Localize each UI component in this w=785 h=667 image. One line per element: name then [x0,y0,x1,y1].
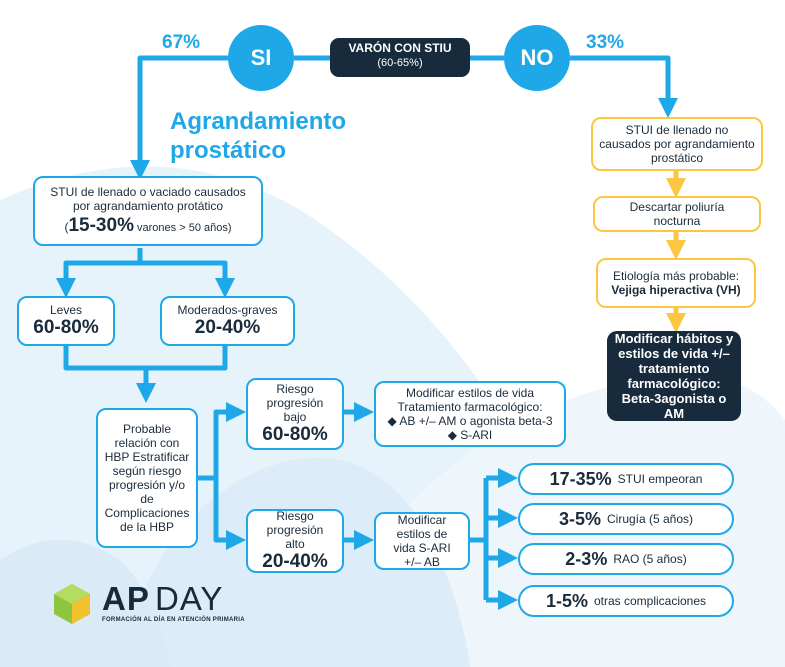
outcome-text: otras complicaciones [593,594,707,608]
leves-label: Leves [49,303,83,317]
oab-treatment-text: Modificar hábitos y estilos de vida +/– tratamiento farmacológico: Beta-3agonista o AM [614,331,734,421]
outcome-text: STUI empeoran [617,472,703,486]
moderados-percentage: 20-40% [194,317,261,338]
high-treatment-box [374,512,470,570]
outcome-text: RAO (5 años) [613,552,687,566]
apday-logo [50,582,250,627]
outcome-percentage: 1-5% [545,590,588,611]
outcome-pill [518,543,734,575]
cause-population: varones > 50 años) [133,222,232,234]
moderados-box [160,296,295,346]
outcome-pill [518,503,734,535]
center-subtitle: (60-65%) [377,57,423,69]
not-prostatic-text: STUI de llenado no causados por agrandamiento prostático [599,123,755,165]
low-treatment-line1: Modificar estilos de vida [405,386,535,400]
high-risk-box [246,509,344,573]
hbp-text: Probable relación con HBP Estratificar según riesgo progresión y/o de Complicaciones de la HBP [104,422,190,534]
center-title-pill [330,38,470,77]
etiology-text [606,269,746,297]
outcome-percentage: 2-3% [565,548,608,569]
cause-box [33,176,263,246]
rule-out-box [593,196,761,232]
low-risk-box [246,378,344,450]
low-treatment-line4: ◆ S-ARI [447,428,493,442]
outcome-pill [518,585,734,617]
high-risk-percentage: 20-40% [262,551,328,572]
hexagon-logo-icon [50,582,94,626]
section-title-line2: prostático [170,137,287,164]
section-title [170,107,346,165]
cause-line2: por agrandamiento protático [72,199,224,213]
etiology-bold: Vejiga hiperactiva (VH) [611,283,741,297]
low-treatment-line2: Tratamiento farmacológico: [397,400,543,414]
center-title: VARÓN CON STIU [348,41,452,55]
not-prostatic-box [591,117,763,171]
logo-day: DAY [155,580,224,617]
etiology-plain: Etiología más probable: [612,269,740,283]
moderados-label: Moderados-graves [177,303,278,317]
cause-stat [64,215,231,237]
rule-out-text: Descartar poliuría nocturna [629,200,725,228]
high-risk-label: Riesgo progresión alto [266,509,324,551]
logo-ap: AP [102,580,150,617]
leves-box [17,296,115,346]
high-treatment-text: Modificar estilos de vida S-ARI +/– AB [393,513,451,569]
hbp-box [96,408,198,548]
low-risk-label: Riesgo progresión bajo [266,382,324,424]
outcome-pill [518,463,734,495]
logo-tagline: FORMACIÓN AL DÍA EN ATENCIÓN PRIMARIA [102,617,245,623]
no-circle: NO [504,25,570,91]
leves-percentage: 60-80% [33,317,99,338]
no-percentage: 33% [586,32,625,53]
low-risk-percentage: 60-80% [262,424,328,445]
outcome-percentage: 17-35% [549,468,612,489]
cause-paren: ( [64,220,69,234]
outcome-percentage: 3-5% [558,508,601,529]
oab-treatment-box [607,331,741,421]
low-treatment-line3: ◆ AB +/– AM o agonista beta-3 [387,414,553,428]
outcome-text: Cirugía (5 años) [606,512,694,526]
cause-percentage: 15-30% [68,215,134,236]
cause-line1: STUI de llenado o vaciado causados [50,185,246,199]
si-circle: SI [228,25,294,91]
section-title-line1: Agrandamiento [170,108,347,135]
si-percentage: 67% [162,32,201,53]
etiology-box [596,258,756,308]
low-treatment-box [374,381,566,447]
